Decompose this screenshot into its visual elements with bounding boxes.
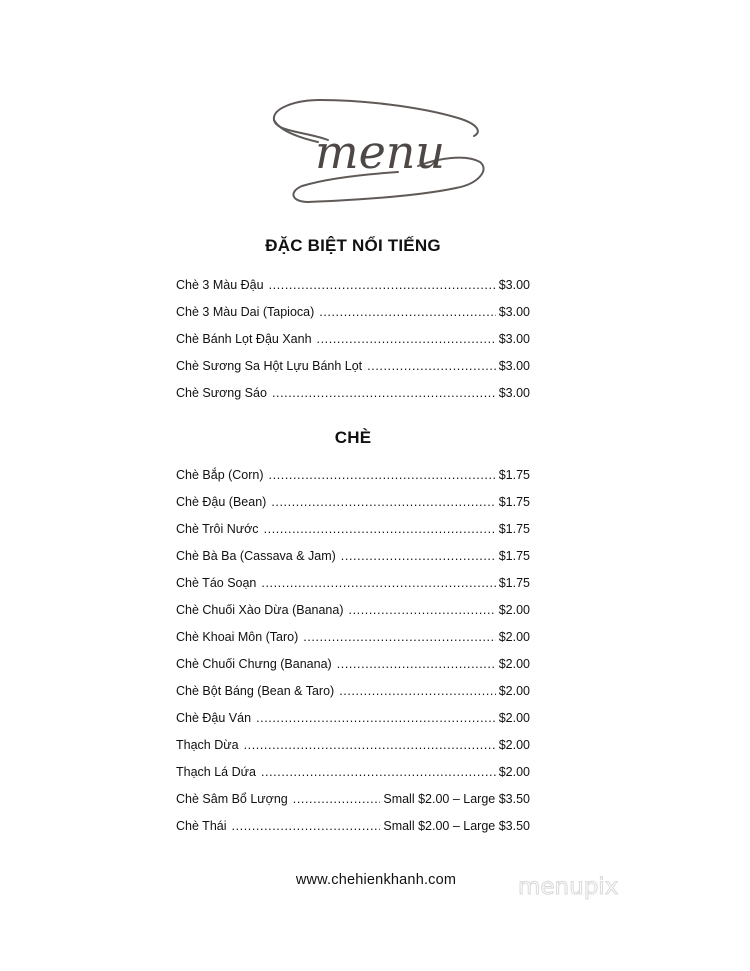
- item-price: Small $2.00 – Large $3.50: [383, 792, 530, 806]
- item-name: Chè Đậu (Bean): [176, 495, 267, 509]
- item-price: $3.00: [498, 332, 530, 346]
- dot-leader: [319, 299, 495, 326]
- menu-item: [176, 570, 530, 597]
- item-name: Chè Trôi Nước: [176, 522, 259, 536]
- menu-item: [176, 326, 530, 353]
- menu-item: [176, 732, 530, 759]
- item-price: $2.00: [498, 630, 530, 644]
- website-link[interactable]: www.chehienkhanh.com: [295, 872, 457, 888]
- menu-item: [176, 543, 530, 570]
- item-price: $3.00: [498, 305, 530, 319]
- watermark-text: menupix: [518, 874, 619, 900]
- item-price: $1.75: [498, 495, 530, 509]
- item-name: Chè 3 Màu Đậu: [176, 278, 264, 292]
- dot-leader: [349, 597, 496, 624]
- dot-leader: [303, 624, 495, 651]
- dot-leader: [261, 570, 495, 597]
- section-title-specialties: ĐẶC BIỆT NỔI TIẾNG: [265, 236, 441, 255]
- dot-leader: [367, 353, 496, 380]
- menu-item: [176, 489, 530, 516]
- menu-item: [176, 759, 530, 786]
- item-name: Thạch Lá Dứa: [176, 765, 256, 779]
- item-name: Chè Sâm Bổ Lượng: [176, 792, 288, 806]
- menu-item: [176, 651, 530, 678]
- item-price: $2.00: [498, 765, 530, 779]
- item-price: $2.00: [498, 603, 530, 617]
- dot-leader: [271, 489, 495, 516]
- item-name: Chè Bánh Lọt Đậu Xanh: [176, 332, 312, 346]
- dot-leader: [317, 326, 496, 353]
- section-specialties-list: [176, 272, 530, 407]
- dot-leader: [341, 543, 496, 570]
- item-name: Chè Chuối Chưng (Banana): [176, 657, 332, 671]
- menu-item: [176, 272, 530, 299]
- menu-item: [176, 516, 530, 543]
- item-price: Small $2.00 – Large $3.50: [383, 819, 530, 833]
- section-title-che: CHÈ: [334, 428, 372, 447]
- item-name: Chè Bột Báng (Bean & Taro): [176, 684, 335, 698]
- item-name: Chè Táo Soạn: [176, 576, 257, 590]
- item-name: Chè Bà Ba (Cassava & Jam): [176, 549, 336, 563]
- item-price: $1.75: [498, 549, 530, 563]
- item-price: $2.00: [498, 738, 530, 752]
- item-price: $3.00: [498, 359, 530, 373]
- dot-leader: [232, 813, 381, 840]
- dot-leader: [337, 651, 496, 678]
- item-price: $2.00: [498, 711, 530, 725]
- item-price: $1.75: [498, 468, 530, 482]
- menu-item: [176, 705, 530, 732]
- item-name: Chè 3 Màu Dai (Tapioca): [176, 305, 315, 319]
- item-price: $1.75: [498, 522, 530, 536]
- dot-leader: [264, 516, 496, 543]
- item-price: $1.75: [498, 576, 530, 590]
- dot-leader: [244, 732, 496, 759]
- dot-leader: [272, 380, 496, 407]
- menu-item: [176, 380, 530, 407]
- menu-item: [176, 813, 530, 840]
- menu-item: [176, 299, 530, 326]
- dot-leader: [261, 759, 496, 786]
- item-price: $2.00: [498, 657, 530, 671]
- logo-text: menu: [314, 125, 446, 179]
- dot-leader: [293, 786, 381, 813]
- item-price: $2.00: [498, 684, 530, 698]
- item-name: Chè Sương Sa Hột Lựu Bánh Lọt: [176, 359, 363, 373]
- menu-item: [176, 786, 530, 813]
- menu-item: [176, 678, 530, 705]
- item-name: Chè Đậu Ván: [176, 711, 252, 725]
- item-name: Chè Bắp (Corn): [176, 468, 264, 482]
- dot-leader: [269, 272, 496, 299]
- menu-item: [176, 353, 530, 380]
- menu-item: [176, 597, 530, 624]
- dot-leader: [269, 462, 496, 489]
- menu-logo: [268, 92, 492, 214]
- item-name: Thạch Dừa: [176, 738, 239, 752]
- item-name: Chè Sương Sáo: [176, 386, 267, 400]
- menupix-watermark: [516, 866, 634, 910]
- menu-item: [176, 624, 530, 651]
- section-che-list: [176, 462, 530, 840]
- item-price: $3.00: [498, 386, 530, 400]
- dot-leader: [256, 705, 496, 732]
- dot-leader: [339, 678, 496, 705]
- item-name: Chè Khoai Môn (Taro): [176, 630, 299, 644]
- item-name: Chè Chuối Xào Dừa (Banana): [176, 603, 344, 617]
- item-name: Chè Thái: [176, 819, 227, 833]
- menu-item: [176, 462, 530, 489]
- item-price: $3.00: [498, 278, 530, 292]
